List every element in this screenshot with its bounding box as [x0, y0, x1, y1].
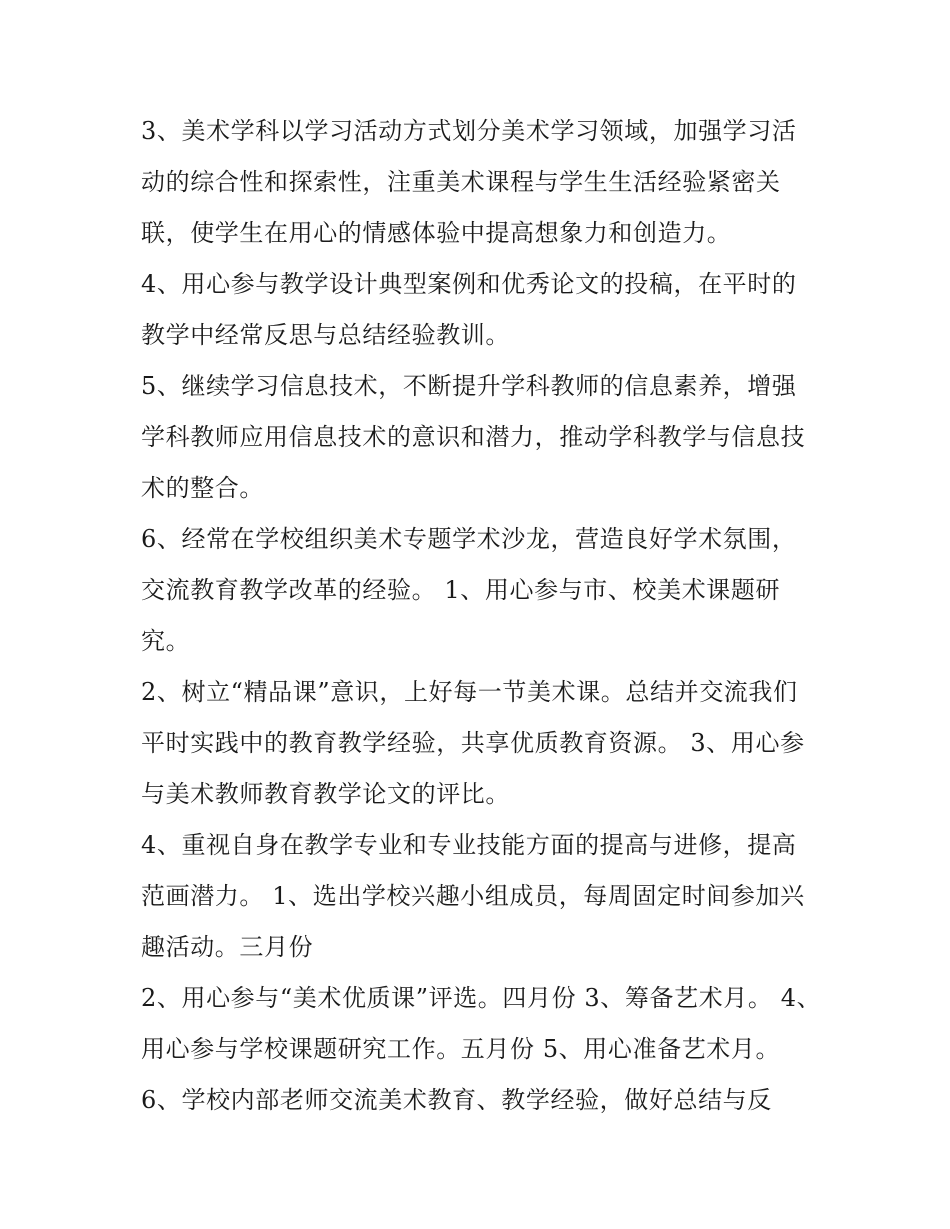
- text-line: 5、继续学习信息技术，不断提升学科教师的信息素养，增强: [141, 372, 797, 400]
- text-line: 与美术教师教育教学论文的评比。: [141, 780, 510, 808]
- text-line: 教学中经常反思与总结经验教训。: [141, 321, 510, 349]
- text-line: 6、经常在学校组织美术专题学术沙龙，营造良好学术氛围，: [141, 525, 797, 553]
- text-line: 趣活动。三月份: [141, 933, 314, 961]
- text-line: 学科教师应用信息技术的意识和潜力，推动学科教学与信息技: [141, 423, 806, 451]
- document-body: [141, 106, 821, 1126]
- text-line: 4、重视自身在教学专业和专业技能方面的提高与进修，提高: [141, 831, 797, 859]
- text-line: 动的综合性和探索性，注重美术课程与学生生活经验紧密关: [141, 168, 781, 196]
- text-line: 交流教育教学改革的经验。 1、用心参与市、校美术课题研: [141, 576, 781, 604]
- text-line: 术的整合。: [141, 474, 264, 502]
- text-line: 平时实践中的教育教学经验，共享优质教育资源。 3、用心参: [141, 729, 805, 757]
- text-line: 6、学校内部老师交流美术教育、教学经验，做好总结与反: [141, 1086, 772, 1114]
- text-line: 用心参与学校课题研究工作。五月份 5、用心准备艺术月。: [141, 1035, 781, 1063]
- text-line: 究。: [141, 627, 191, 655]
- text-line: 联，使学生在用心的情感体验中提高想象力和创造力。: [141, 219, 732, 247]
- text-line: 4、用心参与教学设计典型案例和优秀论文的投稿，在平时的: [141, 270, 797, 298]
- text-line: 2、树立“精品课”意识，上好每一节美术课。总结并交流我们: [141, 678, 798, 706]
- text-line: 3、美术学科以学习活动方式划分美术学习领域，加强学习活: [141, 117, 797, 145]
- text-line: 2、用心参与“美术优质课”评选。四月份 3、筹备艺术月。 4、: [141, 984, 822, 1012]
- text-line: 范画潜力。 1、选出学校兴趣小组成员，每周固定时间参加兴: [141, 882, 805, 910]
